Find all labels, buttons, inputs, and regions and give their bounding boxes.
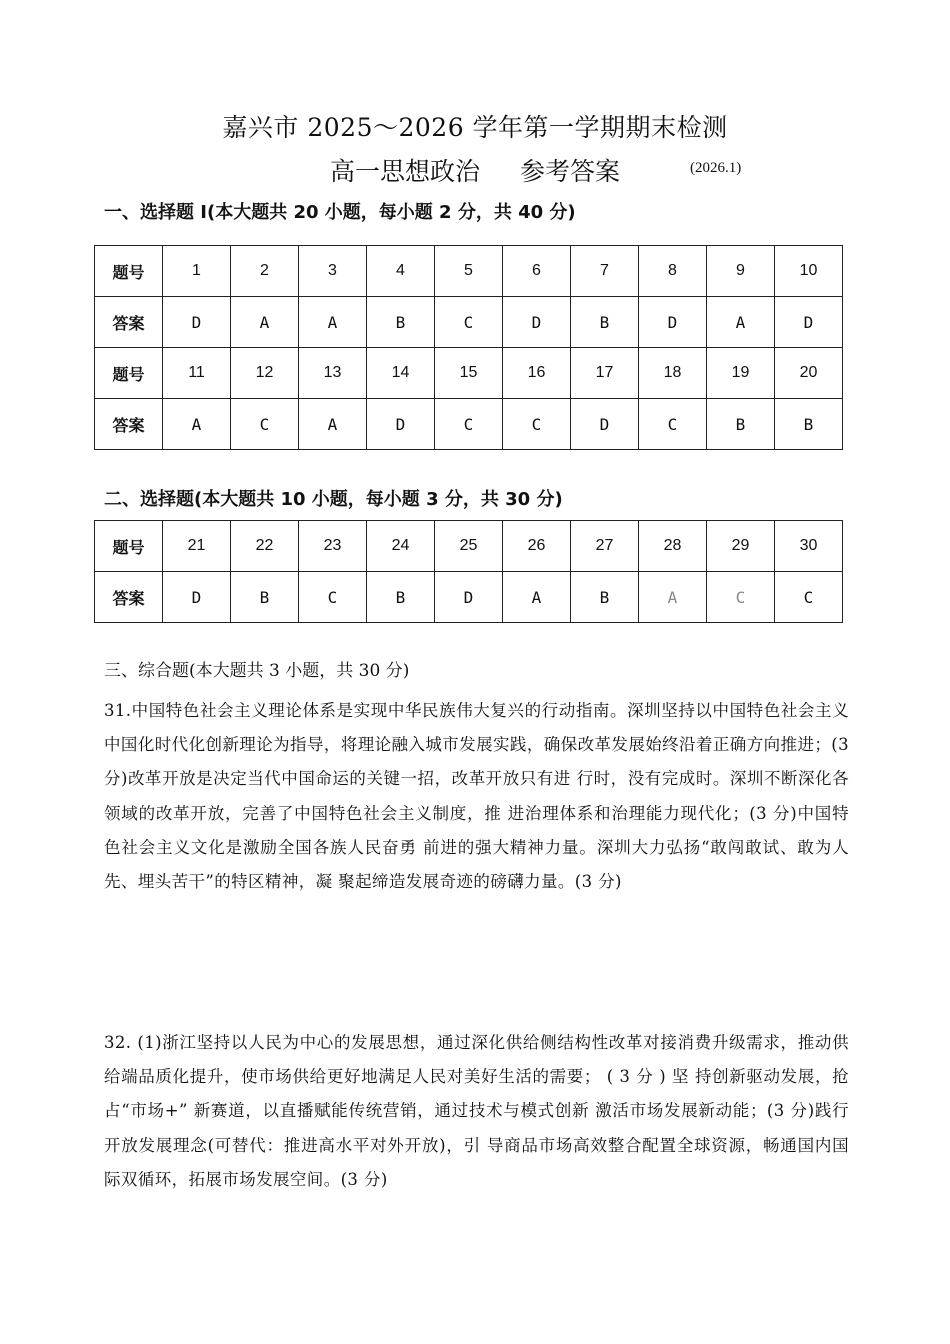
question-number: 5 — [435, 246, 503, 297]
question-number: 4 — [367, 246, 435, 297]
question-number: 22 — [231, 521, 299, 572]
answer-cell: B — [707, 399, 775, 450]
row-label: 题号 — [95, 246, 163, 297]
question-number: 29 — [707, 521, 775, 572]
answer-cell: A — [231, 297, 299, 348]
answer-cell: D — [435, 572, 503, 623]
question-number: 13 — [299, 348, 367, 399]
answer-cell: B — [775, 399, 843, 450]
exam-date: (2026.1) — [690, 160, 742, 176]
answer-cell: B — [231, 572, 299, 623]
table-row — [95, 348, 843, 399]
answer-cell: B — [367, 297, 435, 348]
answer-cell: C — [435, 297, 503, 348]
question-number: 24 — [367, 521, 435, 572]
table-row — [95, 297, 843, 348]
question-number: 28 — [639, 521, 707, 572]
question-number: 2 — [231, 246, 299, 297]
answer-31: 31.中国特色社会主义理论体系是实现中华民族伟大复兴的行动指南。深圳坚持以中国特色社会主义中国化时代化创新理论为指导，将理论融入城市发展实践，确保改革发展始终沿着正确方向推进；(3 分)改革开放是决定当代中国命运的关键一招，改革开放只有进 行时，没有完成时。深圳不断深化各领域的改革开放，完善了中国特色社会主义制度，推 进治理体系和治理能力现代化；(3 分)中国特色社会主义文化是激励全国各族人民奋勇 前进的强大精神力量。深圳大力弘扬“敢闯敢试、敢为人先、埋头苦干”的特区精神，凝 聚起缔造发展奇迹的磅礴力量。(3 分) — [104, 701, 849, 892]
question-number: 10 — [775, 246, 843, 297]
table-row — [95, 246, 843, 297]
answer-cell: A — [163, 399, 231, 450]
question-number: 11 — [163, 348, 231, 399]
question-number: 15 — [435, 348, 503, 399]
question-number: 6 — [503, 246, 571, 297]
section2-heading: 二、选择题(本大题共 10 小题，每小题 3 分，共 30 分) — [104, 489, 563, 510]
question-number: 21 — [163, 521, 231, 572]
section1-answer-table — [94, 245, 843, 450]
row-label: 题号 — [95, 521, 163, 572]
answer-cell: D — [163, 297, 231, 348]
answer-cell: C — [299, 572, 367, 623]
document-title: 嘉兴市 2025～2026 学年第一学期期末检测 — [222, 113, 728, 142]
answer-cell: C — [435, 399, 503, 450]
question-number: 17 — [571, 348, 639, 399]
row-label: 题号 — [95, 348, 163, 399]
answer-cell: A — [707, 297, 775, 348]
question-number: 14 — [367, 348, 435, 399]
section2-answer-table — [94, 520, 843, 623]
answer-cell: C — [503, 399, 571, 450]
subject-label: 高一思想政治 — [329, 157, 480, 186]
question-number: 7 — [571, 246, 639, 297]
question-number: 12 — [231, 348, 299, 399]
answer-cell: B — [367, 572, 435, 623]
row-label: 答案 — [95, 572, 163, 623]
answer-cell: C — [639, 399, 707, 450]
answer-cell: A — [503, 572, 571, 623]
answer-cell: D — [775, 297, 843, 348]
answer-cell: A — [299, 399, 367, 450]
table-row — [95, 521, 843, 572]
answer-cell: D — [163, 572, 231, 623]
section1-heading: 一、选择题 I(本大题共 20 小题，每小题 2 分，共 40 分) — [104, 202, 576, 223]
table-row — [95, 399, 843, 450]
answer-cell: C — [775, 572, 843, 623]
answer-cell: D — [639, 297, 707, 348]
question-number: 23 — [299, 521, 367, 572]
question-number: 3 — [299, 246, 367, 297]
question-number: 30 — [775, 521, 843, 572]
answer-cell: C — [707, 572, 775, 623]
answer-cell: B — [571, 297, 639, 348]
question-number: 1 — [163, 246, 231, 297]
section3-heading: 三、综合题(本大题共 3 小题，共 30 分) — [104, 661, 410, 681]
question-number: 26 — [503, 521, 571, 572]
question-number: 18 — [639, 348, 707, 399]
row-label: 答案 — [95, 399, 163, 450]
question-number: 27 — [571, 521, 639, 572]
question-number: 9 — [707, 246, 775, 297]
table-row — [95, 572, 843, 623]
answer-cell: D — [571, 399, 639, 450]
answer-cell: B — [571, 572, 639, 623]
question-number: 25 — [435, 521, 503, 572]
document-subtitle — [0, 152, 950, 188]
answer-32: 32. (1)浙江坚持以人民为中心的发展思想，通过深化供给侧结构性改革对接消费升级需求，推动供给端品质化提升，使市场供给更好地满足人民对美好生活的需要； ( 3 分 ) 坚 持创新驱动发展，抢占“市场+” 新赛道，以直播赋能传统营销，通过技术与模式创新 激活市场发展新动能；(3 分)践行开放发展理念(可替代：推进高水平对外开放)，引 导商品市场高效整合配置全球资源，畅通国内国际双循环，拓展市场发展空间。(3 分) — [104, 1033, 849, 1189]
doc-type-label: 参考答案 — [520, 157, 621, 186]
answer-cell: D — [367, 399, 435, 450]
answer-cell: D — [503, 297, 571, 348]
answer-cell: C — [231, 399, 299, 450]
answer-cell: A — [299, 297, 367, 348]
answer-cell: A — [639, 572, 707, 623]
row-label: 答案 — [95, 297, 163, 348]
question-number: 19 — [707, 348, 775, 399]
question-number: 20 — [775, 348, 843, 399]
question-number: 8 — [639, 246, 707, 297]
question-number: 16 — [503, 348, 571, 399]
